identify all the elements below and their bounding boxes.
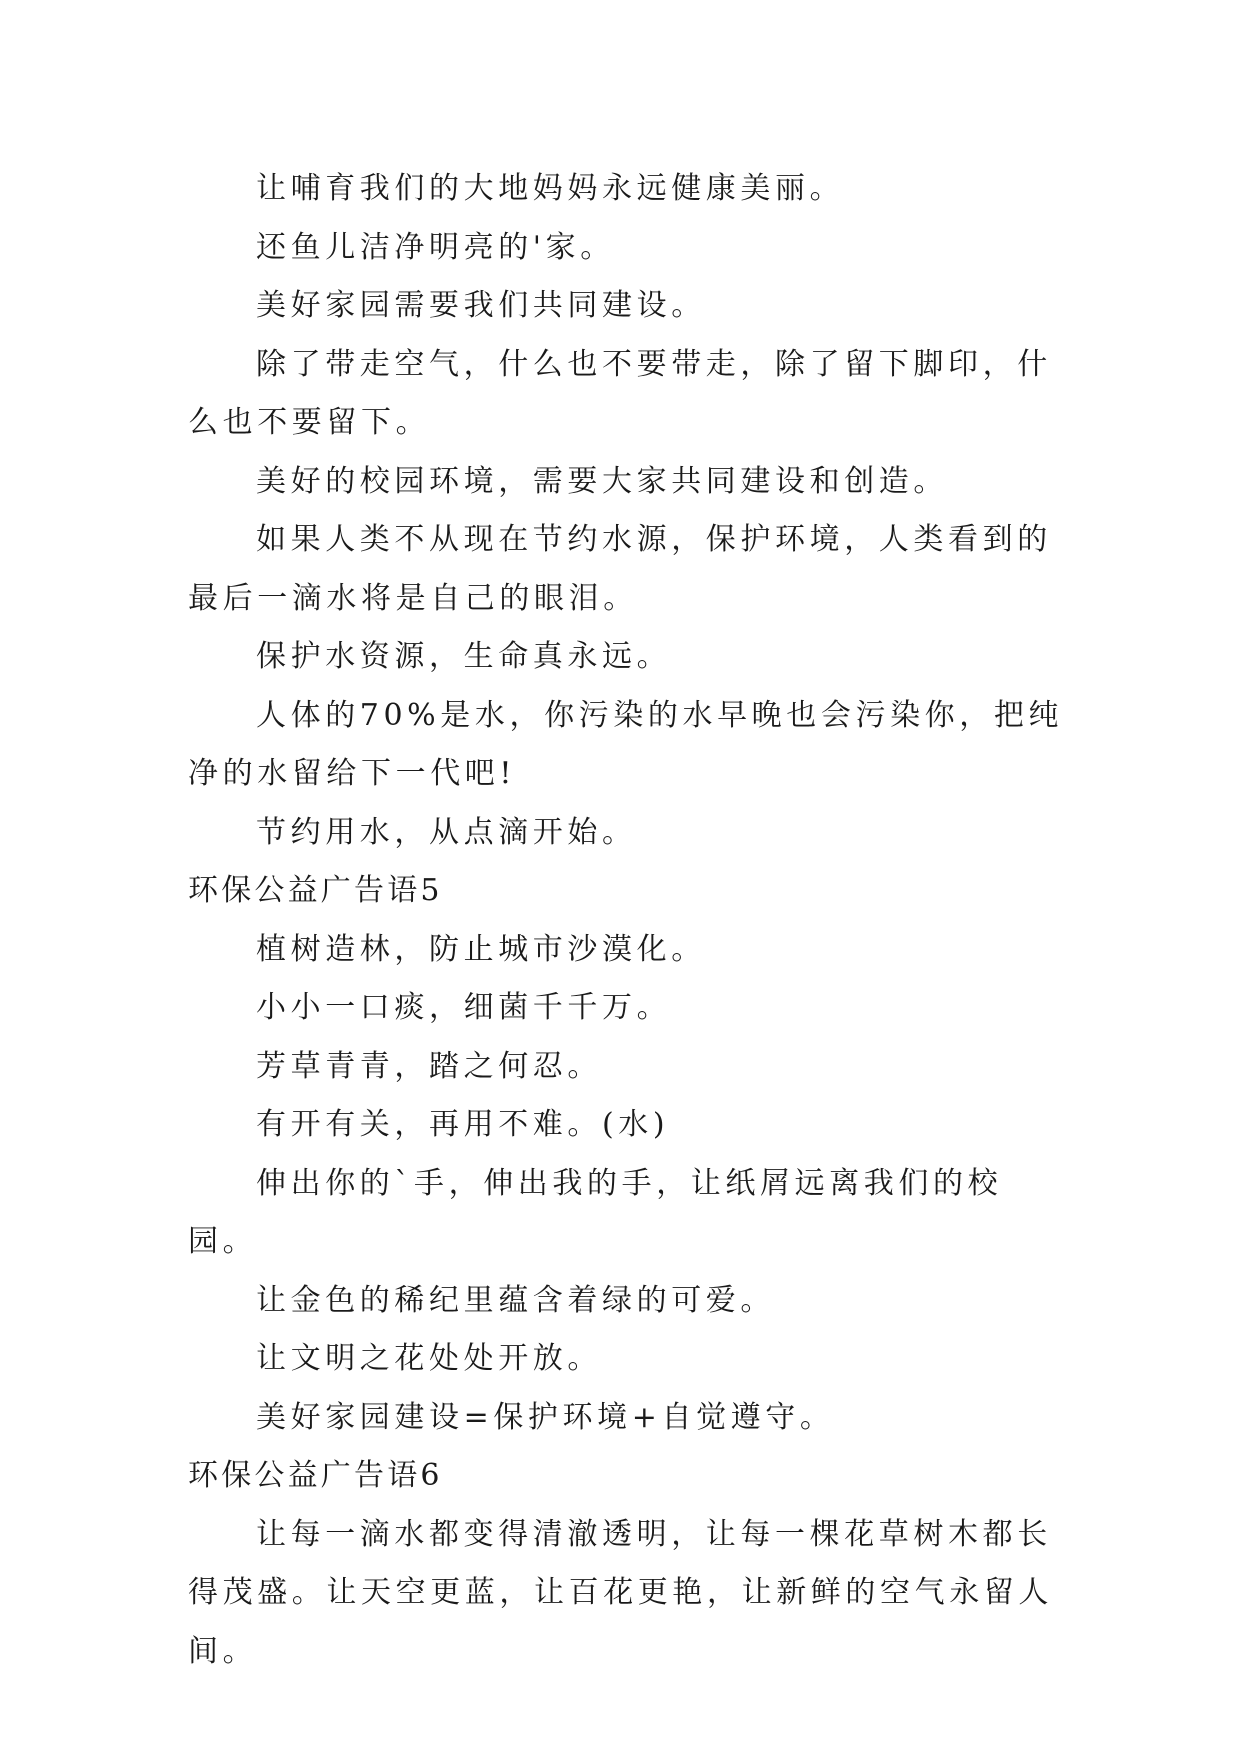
section-heading: 环保公益广告语6 [188,1458,443,1493]
paragraph: 伸出你的`手，伸出我的手，让纸屑远离我们的校园。 [188,1165,1003,1259]
paragraph: 让文明之花处处开放。 [256,1341,602,1376]
paragraph: 节约用水，从点滴开始。 [256,814,637,850]
paragraph: 让金色的稀纪里蕴含着绿的可爱。 [256,1282,775,1318]
paragraph: 有开有关，再用不难。(水) [256,1107,670,1142]
paragraph: 美好家园建设=保护环境+自觉遵守。 [256,1399,835,1435]
paragraph: 还鱼儿洁净明亮的'家。 [256,229,615,265]
paragraph: 除了带走空气，什么也不要带走，除了留下脚印，什么也不要留下。 [188,346,1052,440]
paragraph: 芳草青青，踏之何忍。 [256,1048,602,1084]
paragraph: 让哺育我们的大地妈妈永远健康美丽。 [256,171,845,206]
paragraph: 如果人类不从现在节约水源，保护环境，人类看到的最后一滴水将是自己的眼泪。 [188,522,1052,616]
document-body [188,160,1068,1681]
paragraph: 让每一滴水都变得清澈透明，让每一棵花草树木都长得茂盛。让天空更蓝，让百花更艳，让新鲜的空气永留人间。 [188,1516,1053,1669]
paragraph: 美好的校园环境，需要大家共同建设和创造。 [256,463,948,499]
section-heading: 环保公益广告语5 [188,873,443,908]
paragraph: 植树造林，防止城市沙漠化。 [256,931,706,967]
paragraph: 保护水资源，生命真永远。 [256,639,672,674]
paragraph: 人体的70%是水，你污染的水早晚也会污染你，把纯净的水留给下一代吧! [188,697,1064,791]
paragraph: 美好家园需要我们共同建设。 [256,288,706,323]
paragraph: 小小一口痰，细菌千千万。 [256,990,672,1025]
